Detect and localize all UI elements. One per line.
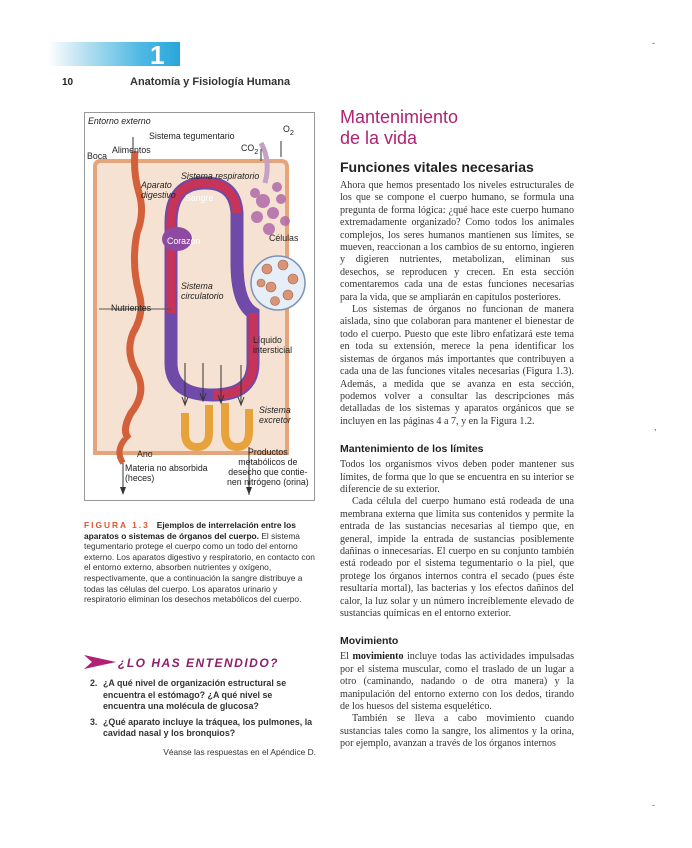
figure-caption-text: El sistema tegumentario protege el cuerpo como un todo del entorno externo. Los aparatos digestivo y respiratorio, en contacto con el entorno externo, absorben nutrientes y oxígeno, respectivamente, que a continuación la sangre distribuye a todas las células del cuerpo. Los aparatos urinario y respiratorio eliminan los desechos metabólicos del cuerpo. <box>84 530 315 605</box>
label-environment: Entorno externo <box>88 116 151 126</box>
chapter-number: 1 <box>150 40 165 70</box>
answers-reference: Véanse las respuestas en el Apéndice D. <box>163 747 316 757</box>
edge-mark: - <box>652 38 655 48</box>
label-integumentary: Sistema tegumentario <box>149 131 235 141</box>
label-anus: Ano <box>137 449 153 459</box>
paragraph: También se lleva a cabo movimiento cuando sustancias tales como la sangre, los alimentos y la orina, por ejemplo, avanzan a través de los órganos internos <box>340 713 574 750</box>
label-food: Alimentos <box>112 145 151 155</box>
figure-title: Ejemplos de interrelación entre los aparatos o sistemas de órganos del cuerpo. <box>84 520 296 541</box>
arrow-icon <box>84 653 116 671</box>
figure-1-3 <box>84 112 315 501</box>
heading-limits: Mantenimiento de los límites <box>340 443 484 456</box>
label-heart: Corazón <box>167 236 201 246</box>
heading-movement: Movimiento <box>340 635 399 648</box>
paragraph: Ahora que hemos presentado los niveles estructurales de los que se compone el cuerpo humano, se formula una pregunta de forma lógica: ¿qué hace este cuerpo humano extremadamente organizado? Como todos los animales complejos, los seres humanos mantienen sus límites, se mueven, reaccionan a los cambios de su entorno, ingieren y digieren nutrientes, metabolizan, eliminan sus desechos, se reproducen y crecen. En esta sección comentaremos cada una de estas funciones necesarias para la vida, que se ampliarán en capítulos posteriores. <box>340 180 574 303</box>
check-title: ¿LO HAS ENTENDIDO? <box>118 656 279 670</box>
paragraph: Los sistemas de órganos no funcionan de manera aislada, sino que colaboran para mantener el bienestar de todo el cuerpo. Puesto que este libro enfatizará este tema en toda su extensión, merece la pena identificar los sistemas de órganos más importantes que contribuyen a cada una de las funciones vitales necesarias (Figura 1.3). Además, a medida que se avanza en esta sección, podemos volver a consultar las descripciones más detalladas de los sistemas y aparatos orgánicos que se incluyen en las páginas 4 a 7, y en la Figura 1.2. <box>340 304 574 427</box>
label-o2: $O_2$ <box>283 124 294 137</box>
label-mouth: Boca <box>87 151 108 161</box>
label-interstitial-fluid: Líquido intersticial <box>253 335 293 355</box>
figure-caption <box>84 520 316 605</box>
page-number: 10 <box>62 77 74 88</box>
label-metabolic-products: Productos metabólicos de desecho que contie- nen nitrógeno (orina) <box>227 447 309 487</box>
paragraph: Todos los organismos vivos deben poder mantener sus límites, de forma que lo que se encuentra en su interior se diferencie de su exterior. <box>340 459 574 495</box>
article-body <box>340 180 574 751</box>
section-title: Mantenimiento de la vida <box>340 107 459 148</box>
label-co2: $CO_2$ <box>241 143 259 156</box>
label-excretory: Sistema excretor <box>259 405 291 425</box>
question-item: 3. ¿Qué aparato incluye la tráquea, los pulmones, la cavidad nasal y los bronquios? <box>90 716 313 738</box>
section-subtitle: Funciones vitales necesarias <box>340 159 534 175</box>
label-nutrients: Nutrientes <box>111 303 152 313</box>
questions-list <box>90 678 316 744</box>
figure-label: FIGURA 1.3 <box>84 520 150 530</box>
label-circulatory: Sistema circulatorio <box>181 281 224 301</box>
paragraph: Cada célula del cuerpo humano está rodeada de una membrana externa que limita sus contenidos y permite la entrada de las sustancias necesarias al tiempo que, en general, impide la entrada de sustancias posiblemente dañinas o innecesarias. El cuerpo en su conjunto también está rodeado por el sistema tegumentario o la piel, que protege los órganos internos contra el secado (pues éste resultaría mortal), las bacterias y los efectos dañinos del calor, la luz solar y un número increíblemente elevado de sustancias químicas en el entorno exterior. <box>340 496 574 619</box>
paragraph: El movimiento incluye todas las actividades impulsadas por el sistema muscular, como el traslado de un lugar a otro (caminando, nadando o de otra manera) y la manipulación del entorno externo con los dedos, tirando de los huesos del sistema esquelético. <box>340 651 574 713</box>
label-blood: Sangre <box>185 193 214 203</box>
running-head: Anatomía y Fisiología Humana <box>130 76 291 88</box>
edge-mark: , <box>654 422 657 432</box>
edge-mark: - <box>652 800 655 810</box>
label-unabsorbed: Materia no absorbida (heces) <box>125 463 208 483</box>
label-digestive: Aparato digestivo <box>141 180 176 200</box>
label-cells: Células <box>269 233 299 243</box>
question-item: 2. ¿A qué nivel de organización estructural se encuentra el estómago? ¿A qué nivel se encuentra una molécula de glucosa? <box>90 678 287 711</box>
label-respiratory: Sistema respiratorio <box>181 171 260 181</box>
